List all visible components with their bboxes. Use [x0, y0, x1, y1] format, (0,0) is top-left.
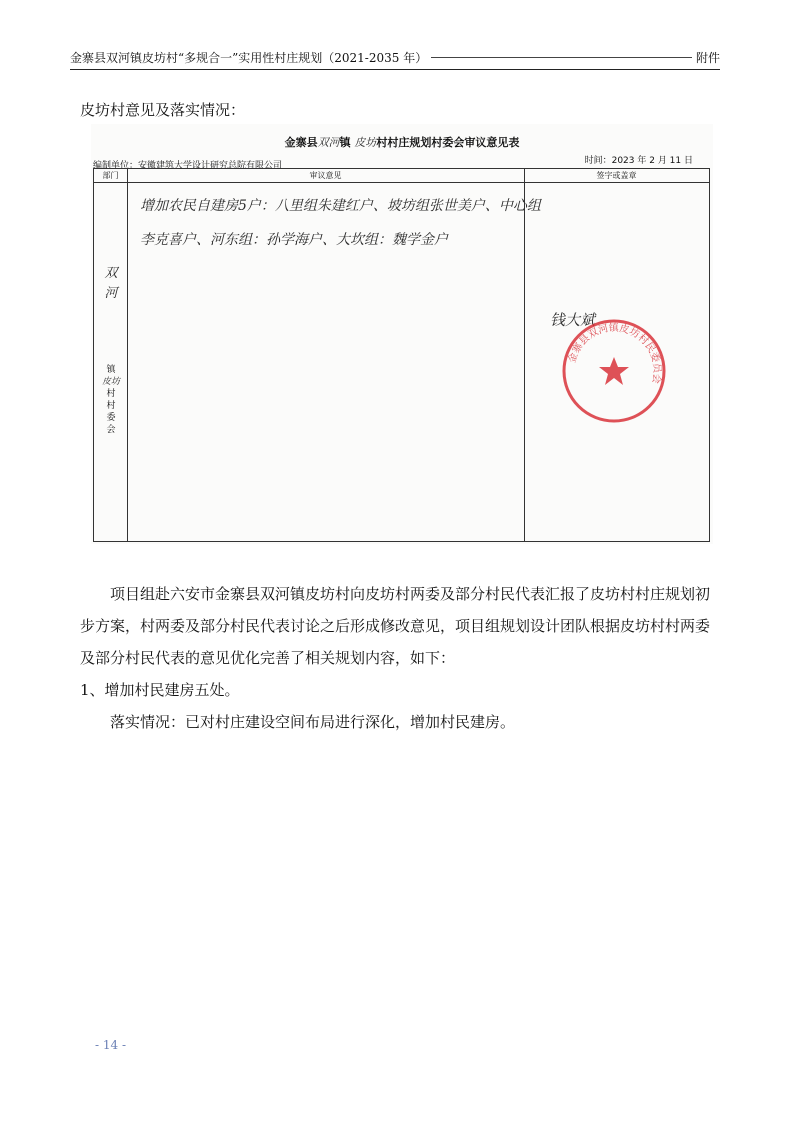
opinion-line: 增加农民自建房5户：八里组朱建红户、坡坊组张世美户、中心组 — [140, 198, 541, 214]
form-title-village-handwritten: 皮坊 — [354, 136, 377, 149]
implementation-note: 落实情况：已对村庄建设空间布局进行深化，增加村民建房。 — [110, 713, 516, 731]
header-appendix-label: 附件 — [695, 51, 720, 65]
table-divider — [524, 169, 525, 541]
form-date: 时间：2023 年 2 月 11 日 — [584, 156, 693, 166]
column-header-opinion: 审议意见 — [309, 171, 342, 180]
page-number: - 14 - — [95, 1038, 127, 1052]
stamp-star-icon — [599, 357, 629, 385]
form-compiler: 编制单位：安徽建筑大学设计研究总院有限公司 — [93, 161, 283, 171]
header-divider — [431, 57, 692, 58]
opinion-line: 李克喜户、河东组：孙学海户、大坎组：魏学金户 — [140, 232, 448, 248]
dept-handwritten: 双 河 — [104, 266, 118, 301]
table-divider — [127, 169, 128, 541]
running-header — [70, 50, 720, 70]
paragraph: 项目组赴六安市金寨县双河镇皮坊村向皮坊村两委及部分村民代表汇报了皮坊村村庄规划初步方案，村两委及部分村民代表讨论之后形成修改意见，项目组规划设计团队根据皮坊村村两委及部分村民代表的意见优化完善了相关规划内容，如下： — [80, 585, 711, 667]
section-label: 皮坊村意见及落实情况： — [80, 101, 246, 119]
dept-printed: 镇 皮坊 村 村 委 会 — [101, 365, 120, 435]
village-committee-stamp — [560, 317, 668, 425]
signature: 钱大斌 — [550, 311, 596, 329]
list-item: 1、增加村民建房五处。 — [80, 681, 240, 699]
form-table — [93, 168, 710, 542]
stamp-text: 金寨县双河镇皮坊村民委员会 — [566, 322, 663, 385]
column-header-sign: 签字或盖章 — [596, 171, 637, 180]
column-header-dept: 部门 — [102, 171, 119, 180]
header-title: 金寨县双河镇皮坊村“多规合一”实用性村庄规划（2021-2035 年） — [70, 51, 428, 65]
form-title-town-handwritten: 双河 — [317, 136, 340, 149]
body-text — [80, 578, 720, 738]
form-title: 金寨县双河镇 皮坊村村庄规划村委会审议意见表 — [284, 136, 520, 149]
table-divider — [94, 182, 709, 183]
scanned-review-form — [91, 124, 713, 544]
